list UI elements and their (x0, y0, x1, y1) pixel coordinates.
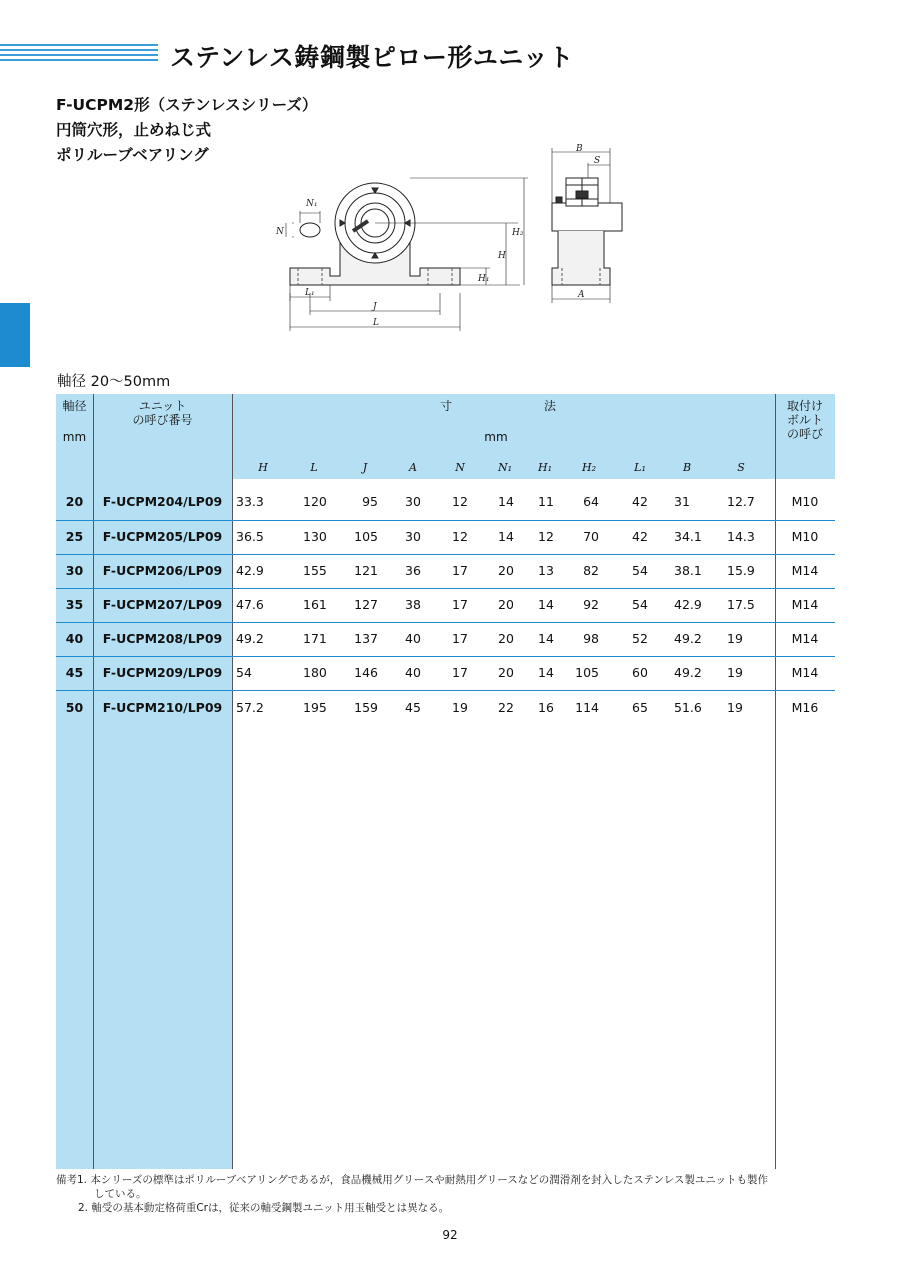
bore-type: 円筒穴形，止めねじ式 (56, 121, 212, 139)
table-row (56, 656, 835, 690)
table-row (56, 554, 835, 588)
cell-l1: 42 (632, 494, 648, 509)
symbol-b: B (682, 461, 692, 474)
label-s: S (594, 156, 601, 166)
cell-b: 38.1 (674, 563, 702, 578)
dimension-drawing (270, 143, 640, 338)
header-dims-2: 法 (543, 399, 556, 413)
cell-n: 17 (452, 665, 468, 680)
cell-unit: F-UCPM205/LP09 (102, 529, 223, 544)
cell-h1: 14 (538, 631, 554, 646)
page-title: ステンレス鋳鋼製ピロー形ユニット (170, 43, 574, 72)
cell-n1: 20 (498, 665, 514, 680)
cell-s: 14.3 (727, 529, 755, 544)
cell-l: 171 (303, 631, 327, 646)
cell-n1: 20 (498, 563, 514, 578)
cell-h: 49.2 (236, 631, 264, 646)
cell-j: 146 (354, 665, 378, 680)
cell-h1: 14 (538, 597, 554, 612)
cell-n1: 14 (498, 494, 514, 509)
cell-shaft: 45 (65, 665, 84, 680)
label-a: A (578, 290, 585, 300)
cell-bolt: M16 (791, 700, 819, 715)
label-n: N (276, 227, 284, 237)
cell-h2: 70 (583, 529, 599, 544)
cell-a: 30 (405, 494, 421, 509)
cell-l1: 60 (632, 665, 648, 680)
cell-s: 15.9 (727, 563, 755, 578)
cell-h2: 64 (583, 494, 599, 509)
shaft-size-range: 軸径 20～50mm (57, 374, 171, 390)
cell-b: 31 (674, 494, 690, 509)
cell-shaft: 30 (65, 563, 84, 578)
cell-h1: 11 (538, 494, 554, 509)
cell-h1: 12 (538, 529, 554, 544)
cell-n: 17 (452, 563, 468, 578)
cell-l1: 65 (632, 700, 648, 715)
cell-l: 155 (303, 563, 327, 578)
cell-b: 49.2 (674, 631, 702, 646)
symbol-j: J (362, 461, 368, 474)
cell-n: 19 (452, 700, 468, 715)
cell-bolt: M14 (791, 665, 819, 680)
symbol-l: L (310, 461, 318, 474)
symbol-h: H (258, 461, 268, 474)
table-row (56, 588, 835, 622)
cell-bolt: M14 (791, 563, 819, 578)
page-number: 92 (442, 1228, 458, 1242)
label-h2: H₂ (512, 228, 524, 238)
cell-h: 36.5 (236, 529, 264, 544)
label-l: L (373, 318, 379, 328)
cell-l: 130 (303, 529, 327, 544)
symbol-l1: L₁ (634, 461, 646, 474)
cell-shaft: 25 (65, 529, 84, 544)
cell-a: 38 (405, 597, 421, 612)
cell-j: 105 (354, 529, 378, 544)
cell-l: 195 (303, 700, 327, 715)
symbol-n: N (455, 461, 465, 474)
cell-s: 19 (727, 631, 743, 646)
symbol-n1: N₁ (497, 461, 513, 474)
cell-j: 127 (354, 597, 378, 612)
header-bolt-line1: 取付け (786, 399, 823, 413)
header-shaft: 軸径 (62, 399, 87, 413)
cell-unit: F-UCPM209/LP09 (102, 665, 223, 680)
cell-b: 34.1 (674, 529, 702, 544)
cell-n: 17 (452, 631, 468, 646)
table-row (56, 622, 835, 656)
cell-h: 54 (236, 665, 252, 680)
cell-bolt: M14 (791, 597, 819, 612)
header-bolt-line2: ボルト (786, 413, 823, 427)
note-1-cont: している。 (94, 1188, 147, 1200)
cell-h: 57.2 (236, 700, 264, 715)
cell-n1: 20 (498, 597, 514, 612)
cell-unit: F-UCPM208/LP09 (102, 631, 223, 646)
symbol-a: A (409, 461, 417, 474)
label-n1: N₁ (306, 199, 318, 209)
cell-l: 120 (303, 494, 327, 509)
cell-l1: 42 (632, 529, 648, 544)
cell-h: 33.3 (236, 494, 264, 509)
label-l1: L₁ (305, 288, 315, 298)
cell-b: 51.6 (674, 700, 702, 715)
label-b: B (576, 144, 583, 154)
symbol-h2: H₂ (581, 461, 596, 474)
cell-h: 42.9 (236, 563, 264, 578)
cell-l1: 54 (632, 597, 648, 612)
cell-j: 159 (354, 700, 378, 715)
cell-unit: F-UCPM206/LP09 (102, 563, 223, 578)
cell-a: 40 (405, 665, 421, 680)
dimension-table (56, 394, 835, 1169)
header-dims-unit: mm (484, 430, 508, 444)
cell-shaft: 50 (65, 700, 84, 715)
cell-shaft: 35 (65, 597, 84, 612)
cell-b: 49.2 (674, 665, 702, 680)
cell-n: 12 (452, 494, 468, 509)
cell-j: 137 (354, 631, 378, 646)
cell-h1: 13 (538, 563, 554, 578)
cell-h2: 105 (575, 665, 599, 680)
cell-a: 40 (405, 631, 421, 646)
cell-s: 19 (727, 665, 743, 680)
header-unit-line1: ユニット (138, 399, 187, 413)
label-j: J (373, 302, 377, 312)
notes (56, 1173, 768, 1215)
header-unit-line2: の呼び番号 (132, 413, 193, 427)
cell-n: 12 (452, 529, 468, 544)
cell-s: 12.7 (727, 494, 755, 509)
cell-bolt: M10 (791, 494, 819, 509)
table-row (56, 520, 835, 554)
series-title: F-UCPM2形（ステンレスシリーズ） (56, 96, 318, 114)
cell-unit: F-UCPM210/LP09 (102, 700, 223, 715)
cell-bolt: M10 (791, 529, 819, 544)
cell-h2: 82 (583, 563, 599, 578)
cell-h1: 14 (538, 665, 554, 680)
cell-unit: F-UCPM204/LP09 (102, 494, 223, 509)
note-1: 備考1. 本シリーズの標準はポリルーブベアリングであるが，食品機械用グリースや耐熱用グリースなどの潤滑剤を封入したステンレス製ユニットも製作 (56, 1174, 768, 1186)
cell-l: 161 (303, 597, 327, 612)
cell-n1: 14 (498, 529, 514, 544)
cell-s: 17.5 (727, 597, 755, 612)
cell-j: 121 (354, 563, 378, 578)
section-tab (0, 303, 30, 367)
cell-shaft: 40 (65, 631, 84, 646)
table-row (56, 485, 835, 519)
cell-n1: 20 (498, 631, 514, 646)
cell-j: 95 (362, 494, 378, 509)
header-decoration-lines (0, 44, 158, 64)
label-h: H (498, 251, 506, 261)
cell-a: 30 (405, 529, 421, 544)
symbol-h1: H₁ (537, 461, 552, 474)
cell-h2: 92 (583, 597, 599, 612)
cell-b: 42.9 (674, 597, 702, 612)
cell-l1: 52 (632, 631, 648, 646)
cell-h1: 16 (538, 700, 554, 715)
cell-a: 45 (405, 700, 421, 715)
cell-n1: 22 (498, 700, 514, 715)
note-2: 2. 軸受の基本動定格荷重Crは，従来の軸受鋼製ユニット用玉軸受とは異なる。 (78, 1202, 450, 1214)
bearing-type: ポリルーブベアリング (56, 146, 209, 164)
cell-bolt: M14 (791, 631, 819, 646)
cell-n: 17 (452, 597, 468, 612)
cell-h2: 98 (583, 631, 599, 646)
symbol-s: S (737, 461, 745, 474)
cell-unit: F-UCPM207/LP09 (102, 597, 223, 612)
cell-l1: 54 (632, 563, 648, 578)
cell-h: 47.6 (236, 597, 264, 612)
cell-a: 36 (405, 563, 421, 578)
header-bolt-line3: の呼び (786, 427, 823, 441)
cell-h2: 114 (575, 700, 599, 715)
header-dims-1: 寸 (439, 399, 452, 413)
cell-l: 180 (303, 665, 327, 680)
label-h1: H₁ (478, 274, 490, 284)
table-row (56, 691, 835, 725)
cell-shaft: 20 (65, 494, 84, 509)
cell-s: 19 (727, 700, 743, 715)
header-shaft-unit: mm (62, 430, 87, 444)
